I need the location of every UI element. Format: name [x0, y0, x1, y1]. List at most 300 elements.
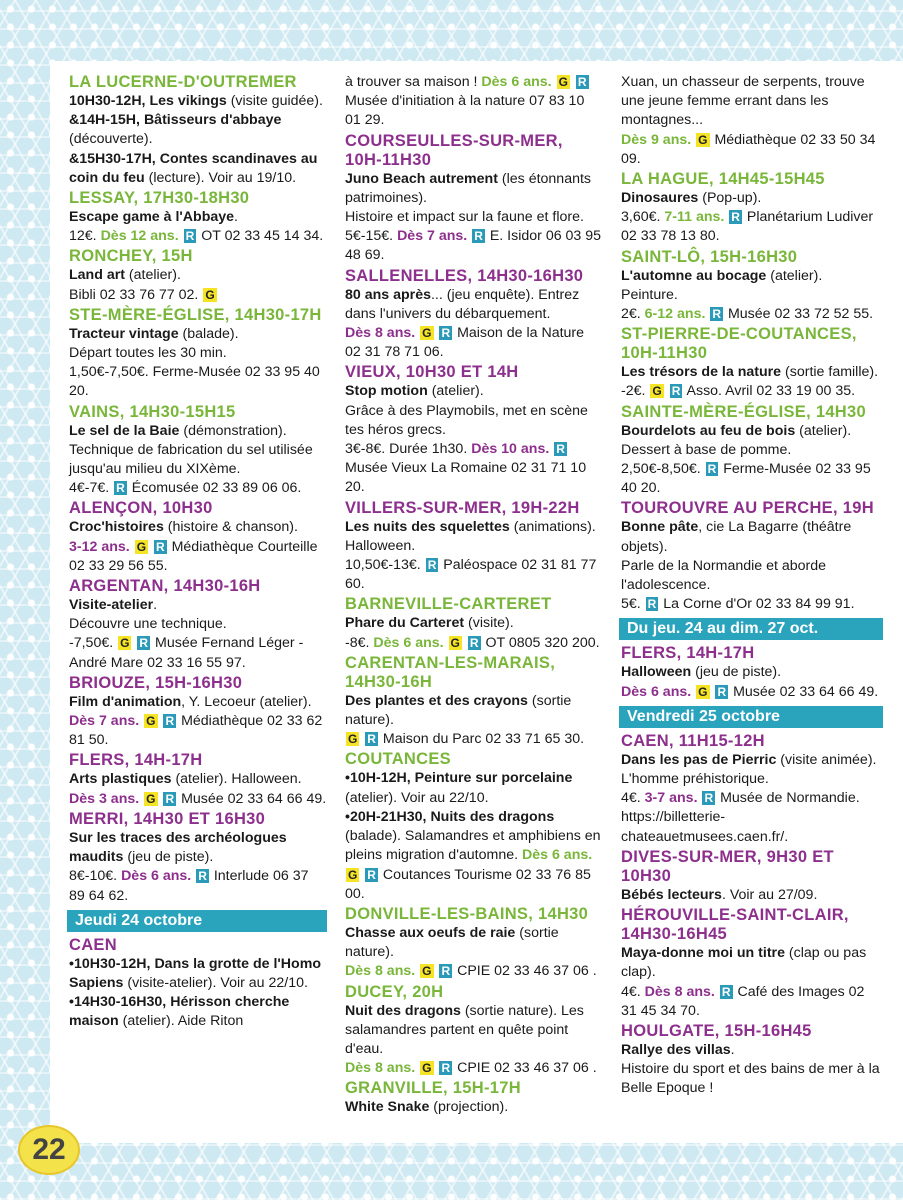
event-detail: Histoire et impact sur la faune et flore.	[345, 209, 584, 226]
venue-contact: Maison du Parc 02 33 71 65 30.	[378, 731, 585, 748]
event-time: 14H30-16H30,	[73, 994, 167, 1011]
event-entry	[345, 1079, 603, 1117]
event-title: Nuit des dragons	[345, 1002, 461, 1019]
event-title: Dans les pas de Pierric	[621, 751, 777, 768]
venue-contact: Asso. Avril 02 33 19 00 35.	[683, 383, 856, 400]
age-range: Dès 6 ans.	[481, 74, 552, 90]
event-line	[621, 944, 883, 982]
event-detail: 3,60€.	[621, 209, 665, 226]
page	[50, 61, 903, 1143]
event-title: Les nuits des squelettes	[345, 518, 510, 535]
place-heading: ALENÇON, 10H30	[69, 499, 213, 518]
event-line	[621, 770, 883, 789]
place-heading: SAINT-LÔ, 15H-16H30	[621, 247, 798, 266]
place-heading: LA HAGUE, 14H45-15H45	[621, 170, 825, 189]
place-heading: VILLERS-SUR-MER, 19H-22H	[345, 498, 580, 517]
g-badge-icon: G	[348, 867, 358, 882]
venue-contact: Musée 02 33 72 52 55.	[724, 306, 874, 323]
event-entry	[69, 403, 327, 499]
event-title: Bourdelots au feu de bois	[621, 422, 796, 439]
event-detail: 5€.	[621, 596, 645, 613]
event-entry	[621, 732, 883, 847]
event-title: Bébés lecteurs	[621, 886, 722, 903]
r-badge-icon: R	[116, 481, 125, 496]
event-detail: 4€.	[621, 790, 645, 807]
age-range: Dès 6 ans.	[522, 847, 593, 864]
event-line	[69, 712, 327, 750]
event-detail: (visite animée).	[776, 751, 877, 768]
event-line	[69, 829, 327, 867]
g-badge-icon: G	[450, 635, 460, 650]
event-line	[621, 422, 883, 441]
event-entry	[345, 73, 603, 131]
age-range: Dès 3 ans.	[69, 790, 140, 807]
date-band: Jeudi 24 octobre	[67, 910, 327, 932]
event-detail: (sortie nature). Les salamandres partent en quête point d'eau.	[345, 1002, 584, 1057]
place-heading: ARGENTAN, 14H30-16H	[69, 577, 261, 596]
event-detail: (histoire & chanson).	[163, 519, 298, 536]
r-badge-icon: R	[717, 684, 727, 699]
event-detail: Xuan, un chasseur de serpents, trouve une jeune femme errant dans les montagnes...	[621, 74, 865, 129]
event-detail: 2€.	[621, 306, 645, 323]
r-badge-icon: R	[427, 558, 437, 573]
event-line	[621, 208, 883, 246]
event-detail: 4€.	[621, 983, 645, 1000]
column-1	[69, 73, 327, 1033]
event-title: Tracteur vintage	[69, 325, 179, 342]
event-session	[69, 92, 327, 111]
event-detail: 4€-7€.	[69, 480, 114, 497]
place-heading: LESSAY, 17H30-18H30	[69, 189, 250, 208]
event-detail: .	[730, 1041, 735, 1058]
event-detail: -2€.	[621, 383, 650, 400]
event-line	[621, 683, 883, 702]
g-badge-icon: G	[205, 287, 215, 302]
g-badge-icon: G	[698, 132, 708, 147]
event-line	[69, 227, 327, 246]
place-heading: TOUROUVRE AU PERCHE, 19H	[621, 499, 874, 518]
event-detail: Dessert à base de pomme.	[621, 441, 792, 458]
g-badge-icon: G	[146, 791, 156, 806]
venue-contact: Interlude 06 37 89 64 62.	[69, 868, 309, 904]
page-number: 22	[18, 1125, 80, 1175]
event-line	[621, 557, 883, 595]
r-badge-icon: R	[721, 984, 731, 999]
event-line	[621, 1041, 883, 1060]
event-title: Hérisson cherche maison	[69, 994, 290, 1030]
event-detail: 1,50€-7,50€. Ferme-Musée 02 33 95 40 20.	[69, 364, 320, 400]
event-detail: (visite guidée).	[226, 93, 323, 109]
event-entry	[69, 751, 327, 808]
event-line	[345, 614, 603, 633]
place-heading: HOULGATE, 15H-16H45	[621, 1021, 812, 1040]
g-badge-icon: G	[558, 75, 568, 89]
event-detail: (atelier). Voir au 22/10.	[345, 789, 489, 806]
r-badge-icon: R	[367, 867, 376, 882]
event-line	[69, 363, 327, 401]
r-badge-icon: R	[712, 307, 722, 322]
event-detail: ... (jeu enquête). Entrez dans l'univers du débarquement.	[345, 286, 580, 322]
event-line	[621, 73, 883, 131]
event-line	[69, 286, 327, 305]
bullet: &	[69, 150, 80, 167]
event-line	[69, 538, 327, 576]
event-line	[69, 693, 327, 712]
age-range: Dès 6 ans.	[373, 634, 444, 651]
event-detail: (atelier). Halloween.	[171, 771, 302, 788]
event-entry	[621, 403, 883, 499]
g-badge-icon: G	[120, 636, 130, 651]
event-line	[621, 441, 883, 460]
venue-contact: OT 0805 320 200.	[481, 634, 600, 651]
age-range: Dès 7 ans.	[397, 228, 468, 245]
place-heading: STE-MÈRE-ÉGLISE, 14H30-17H	[69, 305, 322, 324]
bullet: •	[69, 994, 74, 1011]
event-detail: 5€-15€.	[345, 228, 398, 245]
event-entry	[621, 644, 883, 701]
place-heading: VIEUX, 10H30 ET 14H	[345, 363, 519, 382]
event-title: Les vikings	[149, 93, 227, 109]
event-title: Bâtisseurs d'abbaye	[143, 112, 282, 129]
place-heading: COUTANCES	[345, 750, 451, 769]
event-line	[345, 924, 603, 962]
event-detail: Peinture.	[621, 286, 678, 303]
age-range: Dès 6 ans.	[121, 868, 192, 885]
r-badge-icon: R	[556, 442, 565, 457]
column-2	[345, 73, 603, 1119]
event-entry	[69, 247, 327, 304]
age-range: Dès 10 ans.	[471, 441, 550, 458]
event-line	[621, 518, 883, 556]
event-line	[69, 770, 327, 789]
event-line	[345, 634, 603, 653]
bullet: &	[69, 112, 80, 129]
r-badge-icon: R	[474, 229, 483, 244]
age-range: Dès 8 ans.	[345, 1060, 416, 1077]
event-detail: (les étonnants patrimoines).	[345, 170, 592, 206]
event-session	[69, 150, 327, 188]
event-entry	[69, 499, 327, 576]
g-badge-icon: G	[698, 684, 708, 699]
event-detail: 8€-10€.	[69, 868, 122, 885]
event-detail: (clap ou pas clap).	[621, 945, 867, 981]
event-detail: (lecture). Voir au 19/10.	[144, 169, 297, 186]
age-range: 7-11 ans.	[664, 209, 725, 226]
r-badge-icon: R	[441, 1061, 451, 1076]
event-title: Chasse aux oeufs de raie	[345, 924, 516, 941]
event-detail: .	[234, 209, 238, 226]
event-detail: 2,50€-8,50€.	[621, 461, 705, 478]
event-line	[69, 422, 327, 480]
event-line	[69, 266, 327, 285]
age-range: 3-12 ans.	[69, 538, 130, 555]
event-entry	[621, 499, 883, 614]
event-line	[621, 286, 883, 305]
event-detail: L'homme préhistorique.	[621, 771, 769, 788]
event-entry	[621, 73, 883, 169]
venue-contact: Musée Vieux La Romaine 02 31 71 10 20.	[345, 460, 587, 496]
event-line	[621, 595, 883, 614]
event-detail: Grâce à des Playmobils, met en scène tes héros grecs.	[345, 402, 588, 438]
event-detail: (Pop-up).	[698, 190, 762, 207]
event-session	[69, 111, 327, 149]
r-badge-icon: R	[198, 869, 207, 884]
event-line	[621, 789, 883, 847]
place-heading: COURSEULLES-SUR-MER, 10H-11H30	[345, 131, 563, 169]
event-line	[621, 267, 883, 286]
event-detail: (jeu de piste).	[123, 849, 214, 866]
event-detail: (sortie nature).	[345, 692, 572, 729]
event-detail: , Y. Lecoeur (atelier).	[181, 693, 312, 710]
r-badge-icon: R	[165, 791, 175, 806]
event-entry	[621, 906, 883, 1021]
age-range: Dès 7 ans.	[69, 713, 140, 730]
g-badge-icon: G	[422, 1061, 432, 1076]
event-line	[345, 730, 603, 749]
event-title: Peinture sur porcelaine	[414, 770, 573, 787]
event-line	[621, 189, 883, 208]
event-entry	[69, 306, 327, 402]
event-title: Maya-donne moi un titre	[621, 945, 785, 962]
event-detail: (atelier).	[427, 383, 484, 400]
venue-contact: Planétarium Ludiver 02 33 78 13 80.	[621, 209, 874, 245]
bullet: •	[345, 808, 350, 825]
event-title: Rallye des villas	[621, 1041, 731, 1058]
venue-contact: Médiathèque Courteille 02 33 29 56 55.	[69, 538, 318, 574]
event-detail: -8€.	[345, 634, 374, 651]
event-line	[345, 962, 603, 981]
event-line	[345, 227, 603, 265]
event-entry	[621, 325, 883, 401]
venue-contact: Paléospace 02 31 81 77 60.	[345, 557, 597, 593]
event-detail: (atelier).	[766, 267, 823, 284]
event-line	[69, 634, 327, 672]
event-title: Halloween	[621, 664, 692, 681]
event-detail: Parle de la Normandie et aborde l'adolescence.	[621, 557, 827, 594]
place-heading: DONVILLE-LES-BAINS, 14H30	[345, 904, 589, 923]
place-heading: BARNEVILLE-CARTERET	[345, 595, 552, 614]
event-line	[345, 382, 603, 401]
event-detail: .	[153, 597, 158, 614]
venue-contact: CPIE 02 33 46 37 06 .	[453, 963, 597, 980]
venue-contact: Musée 02 33 64 66 49.	[729, 683, 879, 700]
event-line	[345, 402, 603, 440]
event-detail: 12€.	[69, 228, 101, 245]
event-entry	[345, 750, 603, 903]
event-line	[345, 170, 603, 208]
g-badge-icon: G	[146, 714, 156, 729]
r-badge-icon: R	[704, 791, 714, 806]
event-time: 15H30-17H,	[79, 150, 156, 167]
event-detail: (atelier). Aide Riton	[118, 1013, 244, 1030]
event-line	[345, 518, 603, 556]
age-range: Dès 6 ans.	[621, 683, 692, 700]
event-entry	[621, 848, 883, 905]
event-line	[621, 1060, 883, 1098]
event-line	[621, 663, 883, 682]
venue-contact: Coutances Tourisme 02 33 76 85 00.	[345, 866, 591, 902]
place-heading: DUCEY, 20H	[345, 982, 444, 1001]
event-line	[621, 886, 883, 905]
event-line	[69, 790, 327, 809]
event-entry	[345, 983, 603, 1079]
event-detail: Histoire du sport et des bains de mer à la Belle Epoque !	[621, 1061, 880, 1097]
event-detail: (atelier).	[124, 267, 181, 284]
event-line	[345, 692, 603, 730]
event-detail: à trouver sa maison !	[345, 74, 482, 90]
age-range: Dès 8 ans.	[644, 983, 715, 1000]
event-line	[345, 1059, 603, 1078]
event-detail: (visite-atelier). Voir au 22/10.	[123, 974, 308, 991]
place-heading: VAINS, 14H30-15H15	[69, 402, 236, 421]
event-title: Film d'animation	[69, 693, 182, 710]
venue-contact: CPIE 02 33 46 37 06 .	[453, 1060, 597, 1077]
place-heading: DIVES-SUR-MER, 9H30 ET 10H30	[621, 847, 834, 885]
event-line	[345, 324, 603, 362]
date-band: Du jeu. 24 au dim. 27 oct.	[619, 618, 883, 640]
event-line	[345, 73, 603, 131]
venue-contact: Café des Images 02 31 45 34 70.	[621, 983, 865, 1019]
event-entry	[345, 595, 603, 652]
event-line	[345, 1098, 603, 1117]
event-entry	[69, 189, 327, 246]
event-entry	[345, 654, 603, 750]
event-detail: (balade). Salamandres et amphibiens en pleins migration d'automne.	[345, 828, 601, 864]
event-detail: . Voir au 27/09.	[721, 886, 818, 903]
event-session	[69, 993, 327, 1031]
event-session	[345, 769, 603, 807]
g-badge-icon: G	[136, 539, 147, 554]
event-entry	[345, 905, 603, 982]
event-title: Land art	[69, 267, 125, 284]
event-title: Arts plastiques	[69, 771, 172, 788]
event-title: Phare du Carteret	[345, 615, 465, 632]
event-entry	[621, 170, 883, 247]
event-entry	[69, 73, 327, 188]
event-detail: (jeu de piste).	[691, 664, 782, 681]
event-time: 14H-15H,	[79, 112, 140, 129]
event-detail: (sortie famille).	[781, 364, 879, 381]
event-time: 10H30-12H,	[69, 93, 146, 109]
event-line	[345, 208, 603, 227]
place-heading: RONCHEY, 15H	[69, 247, 193, 266]
r-badge-icon: R	[441, 326, 451, 341]
event-detail: Découvre une technique.	[69, 616, 227, 633]
event-entry	[345, 267, 603, 363]
event-session	[345, 808, 603, 904]
place-heading: CAEN	[69, 935, 117, 954]
event-line	[621, 983, 883, 1021]
venue-contact: Musée Fernand Léger - André Mare 02 33 16 55 97.	[69, 635, 304, 671]
event-entry	[69, 936, 327, 1032]
r-badge-icon: R	[185, 229, 195, 244]
event-title: Bonne pâte	[621, 519, 699, 536]
event-line	[69, 867, 327, 905]
r-badge-icon: R	[731, 210, 740, 225]
event-line	[621, 751, 883, 770]
venue-contact: Médiathèque 02 33 62 81 50.	[69, 713, 323, 749]
event-detail: (découverte).	[69, 131, 153, 148]
event-title: Sur les traces des archéologues maudits	[69, 829, 287, 866]
event-session	[69, 955, 327, 993]
event-line	[69, 344, 327, 363]
place-heading: HÉROUVILLE-SAINT-CLAIR, 14H30-16H45	[621, 906, 849, 944]
event-line	[621, 382, 883, 401]
r-badge-icon: R	[707, 462, 717, 477]
event-time: 10H30-12H,	[73, 955, 151, 972]
r-badge-icon: R	[647, 597, 657, 612]
event-title: Nuits des dragons	[430, 808, 555, 825]
place-heading: CARENTAN-LES-MARAIS, 14H30-16H	[345, 653, 556, 691]
event-time: 20H-21H30,	[349, 808, 427, 825]
age-range: 6-12 ans.	[644, 306, 706, 323]
event-line	[345, 440, 603, 498]
event-entry	[69, 577, 327, 673]
place-heading: GRANVILLE, 15H-17H	[345, 1079, 521, 1098]
age-range: Dès 8 ans.	[345, 963, 416, 980]
event-line	[621, 131, 883, 169]
event-detail: Départ toutes les 30 min.	[69, 345, 227, 362]
age-range: Dès 12 ans.	[100, 228, 179, 245]
event-entry	[345, 499, 603, 595]
event-title: Des plantes et des crayons	[345, 692, 528, 709]
event-entry	[345, 363, 603, 497]
event-entry	[69, 810, 327, 906]
g-badge-icon: G	[422, 964, 432, 979]
venue-contact: Musée 02 33 64 66 49.	[177, 790, 327, 807]
event-detail: (animations). Halloween.	[345, 518, 596, 554]
venue-contact: Musée de Normandie. https://billetterie-chateauetmusees.caen.fr/.	[621, 790, 860, 845]
event-detail: (balade).	[178, 325, 239, 342]
event-title: Les trésors de la nature	[621, 364, 782, 381]
event-title: Visite-atelier	[69, 597, 154, 614]
r-badge-icon: R	[155, 539, 165, 554]
event-title: Stop motion	[345, 383, 428, 400]
event-time: 10H-12H,	[349, 770, 411, 787]
venue-contact: Écomusée 02 33 89 06 06.	[127, 480, 302, 497]
place-heading: CAEN, 11H15-12H	[621, 731, 765, 750]
event-entry	[345, 132, 603, 266]
event-entry	[621, 248, 883, 325]
venue-contact: Maison de la Nature 02 31 78 71 06.	[345, 325, 585, 361]
event-title: Escape game à l'Abbaye	[69, 209, 235, 226]
r-badge-icon: R	[441, 964, 451, 979]
event-entry	[621, 1022, 883, 1099]
event-title: 80 ans après	[345, 286, 431, 303]
venue-contact: OT 02 33 45 14 34.	[197, 228, 324, 245]
r-badge-icon: R	[469, 635, 479, 650]
r-badge-icon: R	[139, 636, 149, 651]
event-detail: 10,50€-13€.	[345, 557, 425, 574]
column-3	[621, 73, 883, 1100]
event-line	[69, 518, 327, 537]
event-title: Contes scandinaves au coin du feu	[69, 150, 318, 186]
venue-contact: E. Isidor 06 03 95 48 69.	[345, 228, 602, 264]
place-heading: LA LUCERNE-D'OUTREMER	[69, 73, 297, 91]
event-line	[345, 1002, 603, 1060]
age-range: Dès 8 ans.	[345, 325, 416, 342]
event-title: White Snake	[345, 1099, 430, 1116]
r-badge-icon: R	[367, 732, 376, 747]
event-title: L'automne au bocage	[621, 267, 767, 284]
event-line	[69, 615, 327, 634]
r-badge-icon: R	[165, 714, 175, 729]
event-detail: (projection).	[429, 1099, 509, 1116]
date-band: Vendredi 25 octobre	[619, 706, 883, 728]
event-detail: (visite).	[464, 615, 514, 632]
venue-contact: La Corne d'Or 02 33 84 99 91.	[659, 596, 855, 613]
venue-contact: Musée d'initiation à la nature 07 83 10 01 29.	[345, 93, 585, 129]
